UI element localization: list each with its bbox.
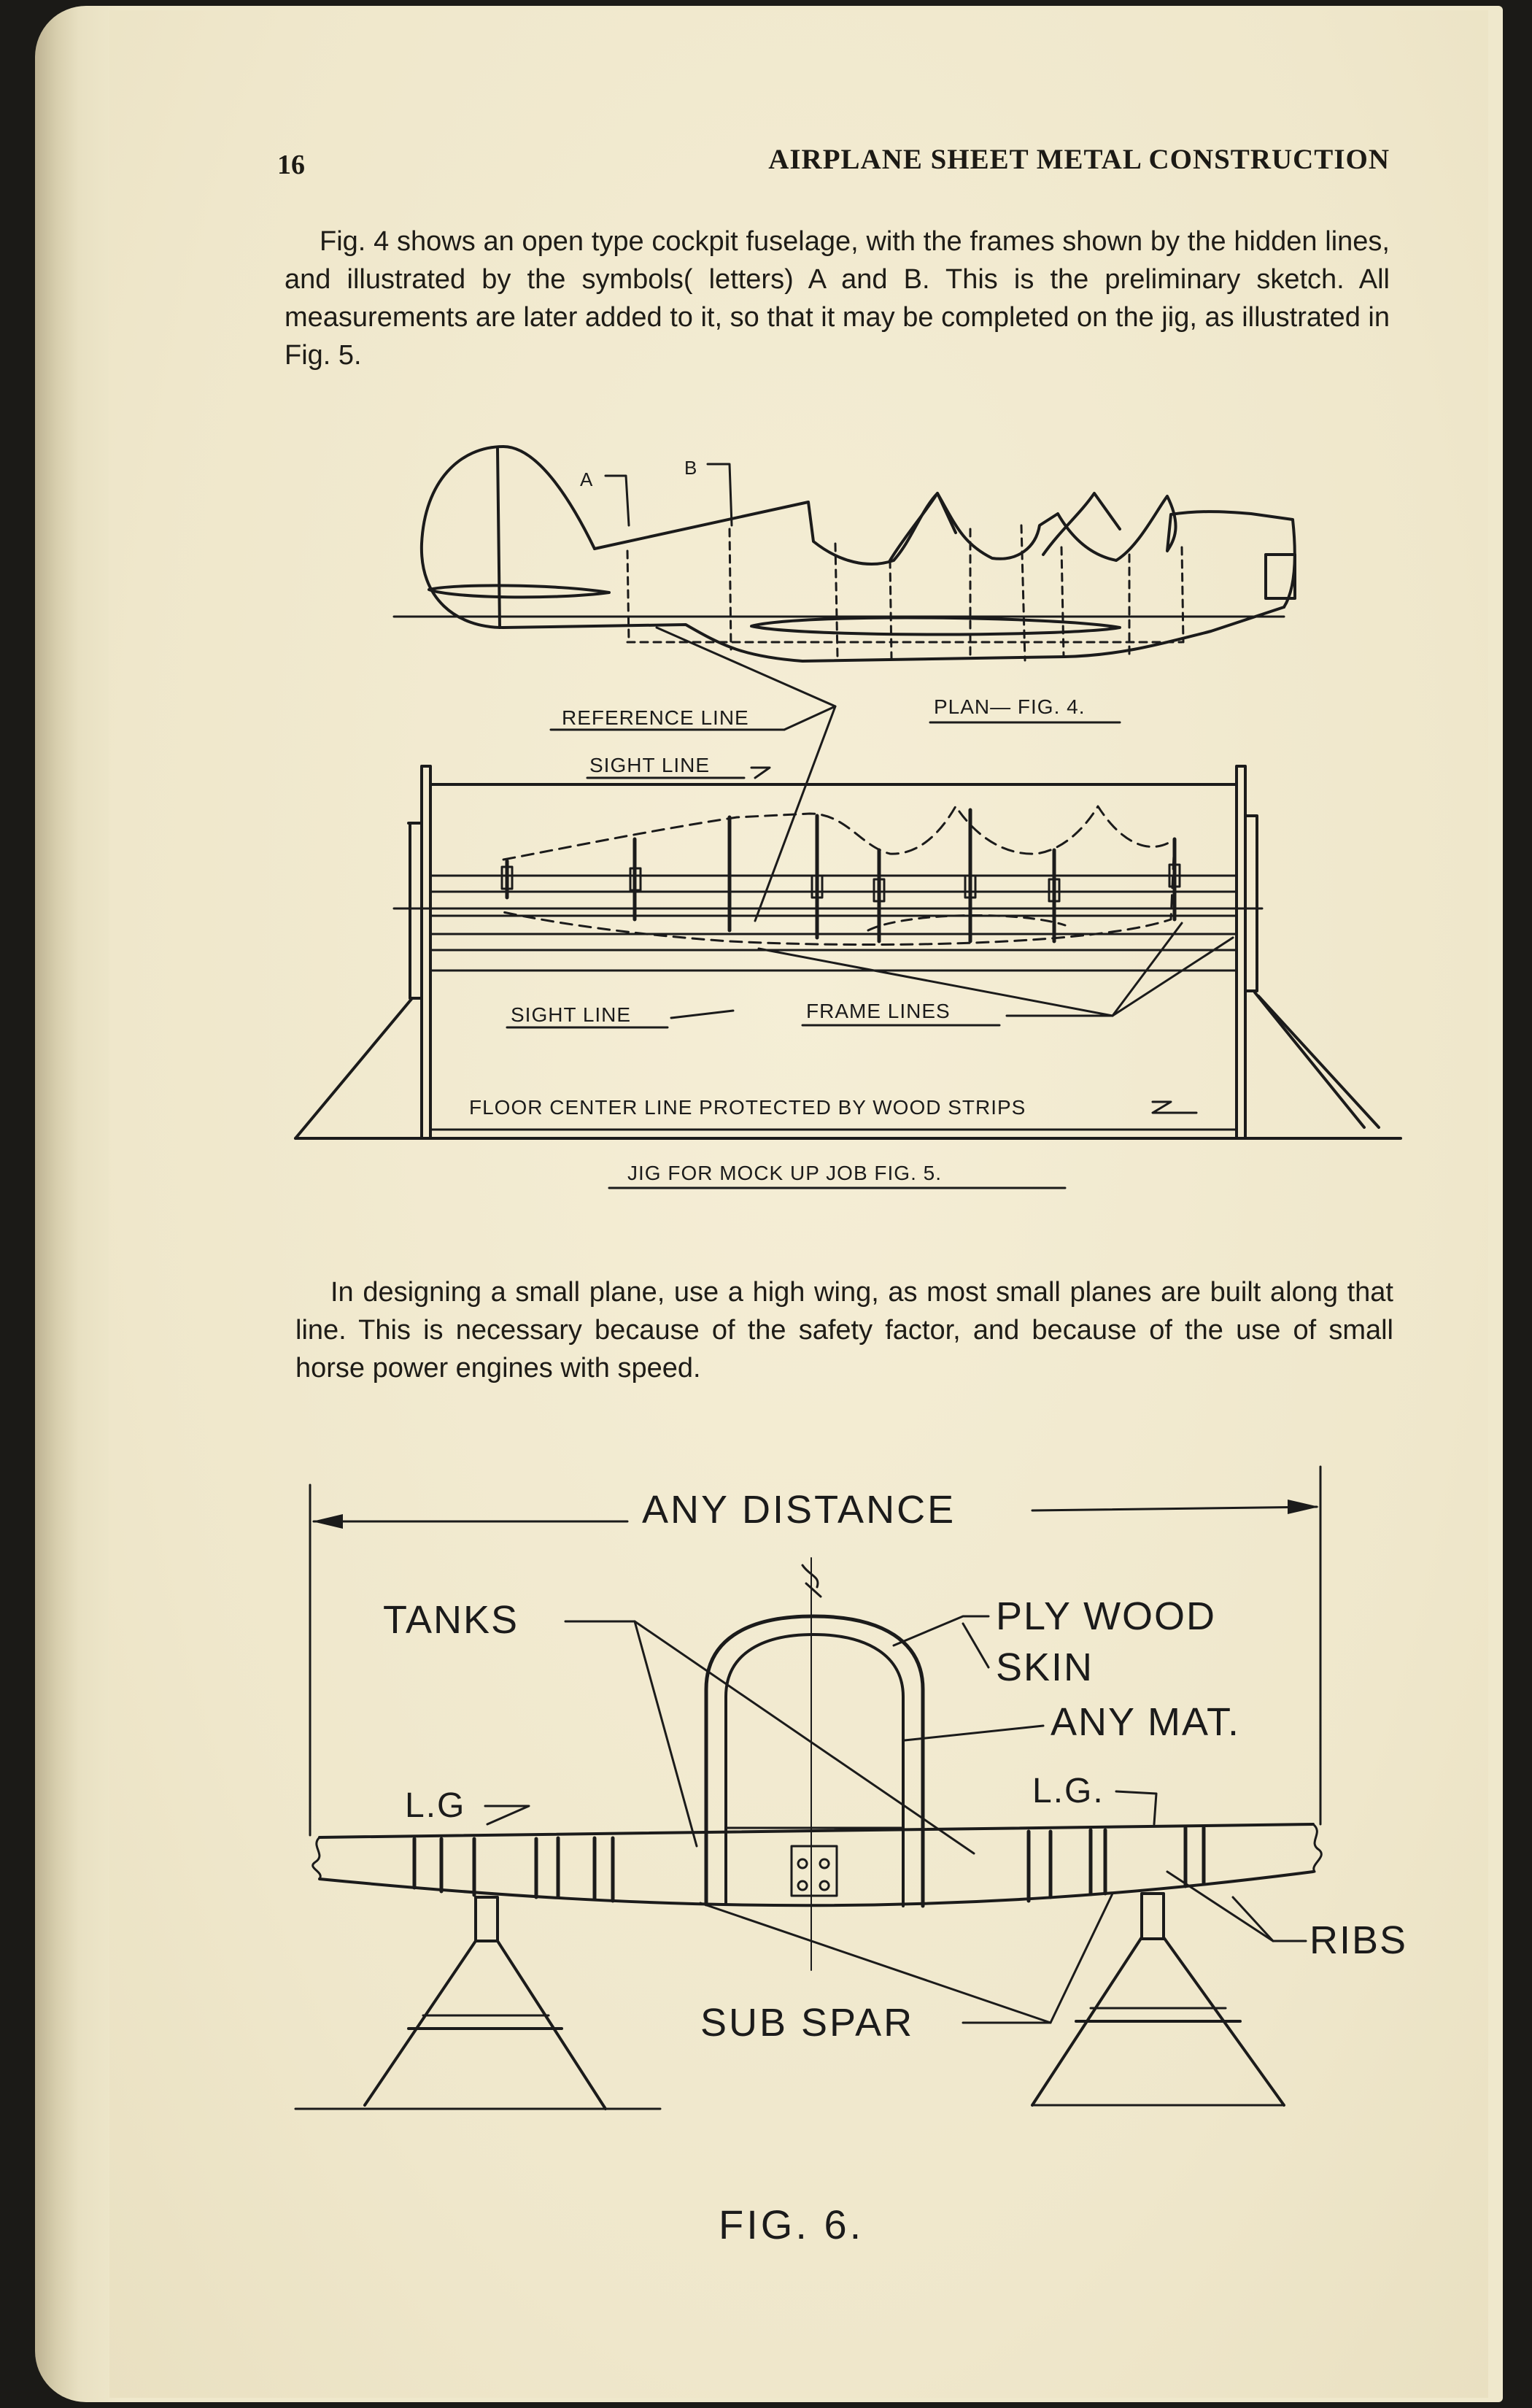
fig4-frame-a-leader xyxy=(606,476,629,525)
jig-right-upright xyxy=(1245,816,1257,991)
reference-line-leader-upper xyxy=(657,628,835,706)
fig6-ribs xyxy=(414,1828,1204,1901)
fig4-rudder-post xyxy=(498,449,500,628)
fig6-right-stand-post xyxy=(1142,1894,1164,1939)
any-distance-label: ANY DISTANCE xyxy=(642,1488,956,1532)
sight-line-bottom-leader xyxy=(671,1011,733,1018)
floor-center-line-label: FLOOR CENTER LINE PROTECTED BY WOOD STRIPS xyxy=(469,1096,1026,1119)
figure-5-jig-drawing xyxy=(295,754,1401,1188)
fig4-frame-b-leader xyxy=(708,464,732,525)
any-mat-leader xyxy=(905,1726,1043,1740)
floor-center-line-arrow xyxy=(1153,1102,1196,1113)
sub-spar-leader-2 xyxy=(1051,1894,1113,2023)
lg-right-label: L.G. xyxy=(1032,1772,1104,1810)
running-title: AIRPLANE SHEET METAL CONSTRUCTION xyxy=(768,144,1390,175)
jig-left-upright xyxy=(410,823,422,998)
fig4-windshield-2 xyxy=(1043,493,1120,555)
fig4-rudder-outline xyxy=(422,447,595,628)
fig5-frame-blocks xyxy=(502,865,1180,901)
plywood-label: PLY WOOD xyxy=(996,1594,1217,1638)
ribs-label: RIBS xyxy=(1309,1918,1408,1962)
any-mat-label: ANY MAT. xyxy=(1051,1700,1241,1744)
fig5-caption: JIG FOR MOCK UP JOB FIG. 5. xyxy=(627,1162,942,1184)
fig6-wing-break-left xyxy=(313,1837,321,1879)
ribs-leader-1 xyxy=(1233,1897,1306,1941)
fig4-wing-outline xyxy=(751,617,1120,634)
paragraph-high-wing: In designing a small plane, use a high wing, as most small planes are built along that line. This is necessary because of the safety factor, and because of the use of small horse power engines with speed. xyxy=(295,1277,1393,1384)
fig4-caption: PLAN— FIG. 4. xyxy=(934,695,1086,718)
sight-line-top-arrow xyxy=(751,768,770,778)
figure-6-wing-drawing xyxy=(295,1467,1407,2247)
fig5-wing-dashed xyxy=(868,915,1065,930)
page-number: 16 xyxy=(277,150,305,180)
skin-label: SKIN xyxy=(996,1645,1094,1689)
sight-line-bottom-label: SIGHT LINE xyxy=(511,1003,632,1026)
fig4-stabilizer xyxy=(429,585,609,597)
sight-line-top-label: SIGHT LINE xyxy=(589,754,711,776)
frame-lines-label: FRAME LINES xyxy=(806,1000,951,1022)
any-distance-arrow-right xyxy=(1032,1507,1317,1510)
fig6-fitting-bolts xyxy=(798,1859,829,1890)
fig6-wing-break-right xyxy=(1313,1824,1321,1872)
fig4-frame-a-label: A xyxy=(580,468,593,490)
fig6-left-stand-leg-1 xyxy=(365,1941,476,2105)
lg-left-label: L.G xyxy=(405,1786,466,1825)
arrowhead-right xyxy=(1288,1500,1319,1514)
sub-spar-label: SUB SPAR xyxy=(700,2001,915,2045)
jig-right-brace xyxy=(1258,996,1379,1127)
fig6-left-stand-leg-2 xyxy=(498,1941,606,2109)
jig-right-brace-inner xyxy=(1255,992,1364,1127)
fig6-cabin-arch-inner xyxy=(726,1635,903,1906)
skin-leader xyxy=(963,1624,989,1667)
jig-left-brace xyxy=(295,998,412,1138)
figure-4-fuselage-drawing xyxy=(394,447,1295,921)
fig4-frame-b-label: B xyxy=(684,457,697,479)
jig-horizontal-rails xyxy=(430,876,1237,970)
tanks-leader-1 xyxy=(565,1621,697,1846)
fig6-caption: FIG. 6. xyxy=(719,2201,864,2247)
arrowhead-left xyxy=(312,1514,343,1529)
lg-right-leader xyxy=(1116,1791,1156,1824)
lg-left-leader xyxy=(485,1806,529,1824)
fig6-left-stand-post xyxy=(476,1897,498,1941)
reference-line-label: REFERENCE LINE xyxy=(562,706,749,729)
tanks-label: TANKS xyxy=(383,1598,519,1642)
paragraph-fig4-intro: Fig. 4 shows an open type cockpit fuselage, with the frames shown by the hidden lines, and illustrated by the symbols( letters) A and B. This is the preliminary sketch. All measurements are later added to it, so that it may be completed on the jig, as illustrated in Fig. 5. xyxy=(285,226,1390,371)
